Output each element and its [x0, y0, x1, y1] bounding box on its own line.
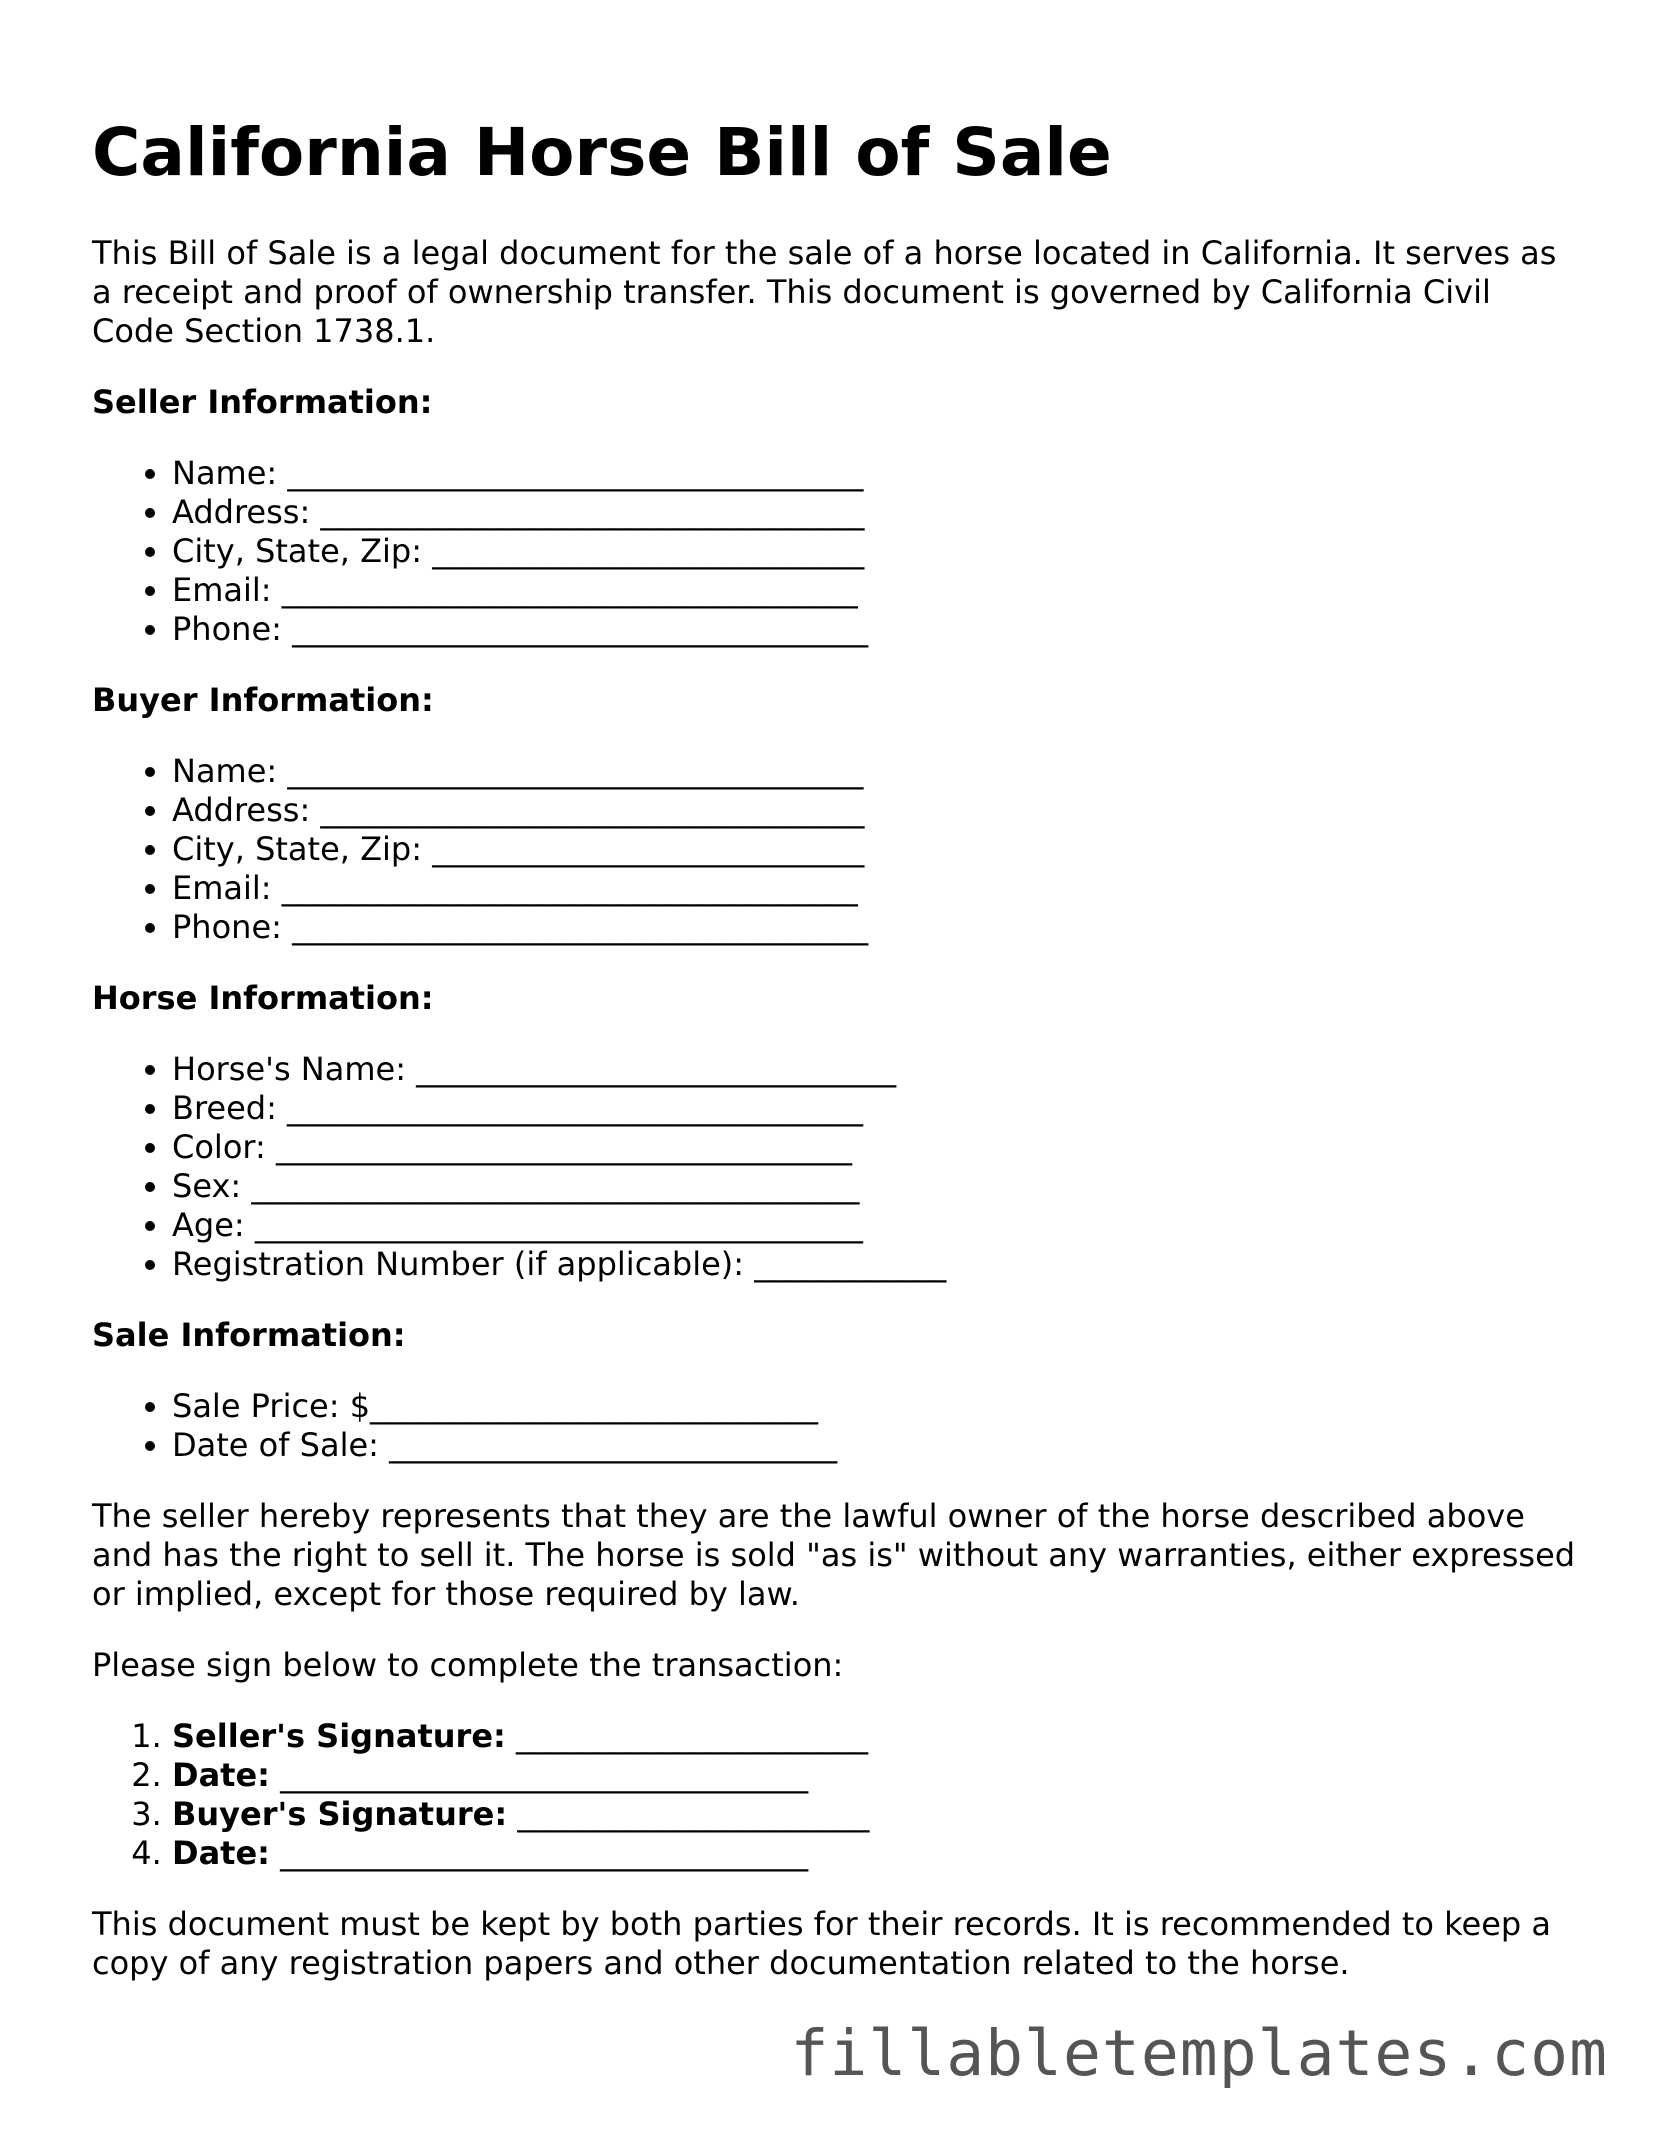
seller-date-line [172, 1756, 1582, 1795]
seller-signature-line [172, 1717, 1582, 1756]
sale-date-field: • Date of Sale: ____________________________ [172, 1426, 1582, 1465]
seller-list [92, 454, 1582, 649]
horse-heading: Horse Information: [92, 979, 434, 1017]
buyer-date-label: Date: [172, 1834, 270, 1872]
seller-email-field: • Email: ____________________________________ [172, 571, 1582, 610]
intro-paragraph: This Bill of Sale is a legal document for the sale of a horse located in California. It serves as a receipt and proof of ownership transfer. This document is governed by California Civil Code Section 1738.1. [92, 234, 1557, 350]
sale-price-field: • Sale Price: $____________________________ [172, 1387, 1582, 1426]
horse-name-field: • Horse's Name: ______________________________ [172, 1050, 1582, 1089]
seller-signature-label: Seller's Signature: [172, 1717, 506, 1755]
horse-breed-field: • Breed: ____________________________________ [172, 1089, 1582, 1128]
horse-color-field: • Color: ____________________________________ [172, 1128, 1582, 1167]
buyer-city-field: • City, State, Zip: ___________________________ [172, 830, 1582, 869]
horse-sex-field: • Sex: ______________________________________ [172, 1167, 1582, 1206]
horse-list [92, 1050, 1582, 1284]
document-page [92, 110, 1582, 2015]
horse-registration-field: • Registration Number (if applicable): ____________ [172, 1245, 1582, 1284]
horse-age-field: • Age: ______________________________________ [172, 1206, 1582, 1245]
buyer-signature-line [172, 1795, 1582, 1834]
buyer-signature-label: Buyer's Signature: [172, 1795, 508, 1833]
watermark-text: fillabletemplates.com [790, 2017, 1608, 2090]
buyer-signature-blank: ______________________ [517, 1795, 870, 1833]
buyer-name-field: • Name: ____________________________________ [172, 752, 1582, 791]
seller-heading: Seller Information: [92, 383, 433, 421]
closing-paragraph: This document must be kept by both parties for their records. It is recommended to keep a copy of any registration papers and other documentation related to the horse. [92, 1905, 1551, 1982]
seller-date-blank: _________________________________ [280, 1756, 809, 1794]
buyer-heading: Buyer Information: [92, 681, 434, 719]
seller-phone-field: • Phone: ____________________________________ [172, 610, 1582, 649]
document-title: California Horse Bill of Sale [92, 114, 1112, 191]
seller-address-field: • Address: __________________________________ [172, 493, 1582, 532]
buyer-date-blank: _________________________________ [280, 1834, 809, 1872]
seller-date-label: Date: [172, 1756, 270, 1794]
seller-city-field: • City, State, Zip: ___________________________ [172, 532, 1582, 571]
signature-list [92, 1717, 1582, 1873]
sign-prompt: Please sign below to complete the transaction: [92, 1646, 844, 1684]
sale-list [92, 1387, 1582, 1465]
buyer-date-line [172, 1834, 1582, 1873]
warranty-paragraph: The seller hereby represents that they are the lawful owner of the horse described above and has the right to sell it. The horse is sold "as is" without any warranties, either expressed or implied, except for those required by law. [92, 1497, 1576, 1613]
seller-name-field: • Name: ____________________________________ [172, 454, 1582, 493]
seller-signature-blank: ______________________ [515, 1717, 868, 1755]
buyer-phone-field: • Phone: ____________________________________ [172, 908, 1582, 947]
buyer-email-field: • Email: ____________________________________ [172, 869, 1582, 908]
buyer-list [92, 752, 1582, 947]
buyer-address-field: • Address: __________________________________ [172, 791, 1582, 830]
sale-heading: Sale Information: [92, 1316, 406, 1354]
